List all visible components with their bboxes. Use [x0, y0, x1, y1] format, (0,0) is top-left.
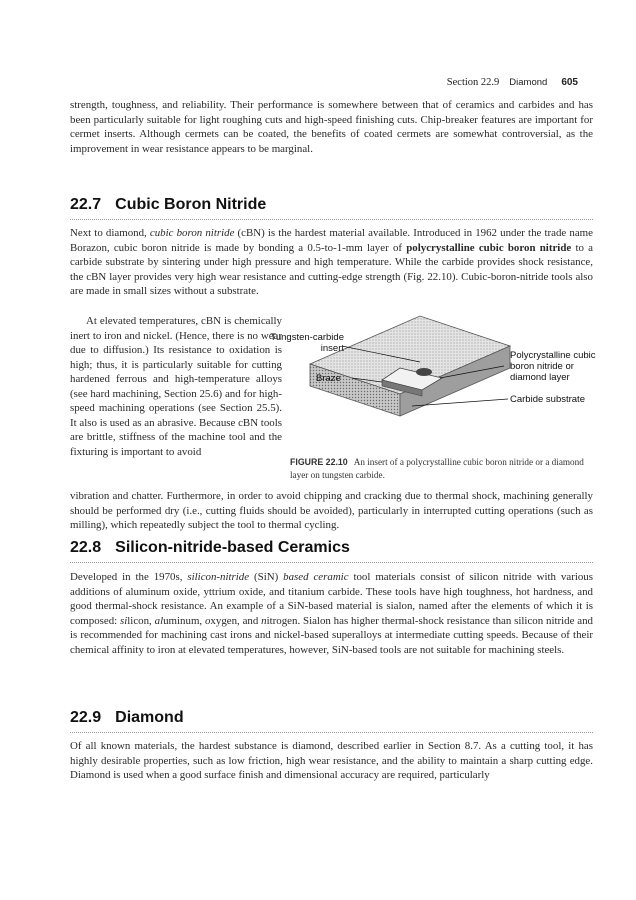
- term-silicon-nitride: silicon-nitride: [187, 571, 250, 583]
- term-cbn: cubic boron nitride: [149, 227, 235, 239]
- label-insert: Tungsten-carbide insert: [270, 332, 344, 354]
- section-number: 22.9: [70, 709, 102, 726]
- running-head: [447, 77, 578, 88]
- insert-hole: [416, 368, 432, 376]
- diamond-paragraph: Of all known materials, the hardest substance is diamond, described earlier in Section 8.7. As a cutting tool, it has highly desirable properties, such as low friction, high wear resistance, and the ability to maintain a sharp cutting edge. Diamond is used when a good surface finish and dimensional accuracy are required, particularly: [70, 740, 593, 781]
- cbn-paragraph-2-continued: vibration and chatter. Furthermore, in order to avoid chipping and cracking due to thermal shock, machining generally should be performed dry (i.e., cutting fluids should be avoided), particularly in interrupted cutting operations (such as milling), which repeatedly subject the tool to thermal cycling.: [70, 490, 593, 531]
- section-number: 22.7: [70, 196, 102, 213]
- caption-text: An insert of a polycrystalline cubic boron nitride or a diamond layer on tungsten carbide.: [290, 457, 584, 480]
- label-layer: Polycrystalline cubic boron nitride or diamond layer: [510, 350, 596, 383]
- section-number: 22.8: [70, 539, 102, 556]
- section-heading-22-9: [70, 709, 593, 733]
- label-braze: Braze: [316, 373, 341, 384]
- figure-22-10: [270, 306, 602, 436]
- section-heading-22-7: [70, 196, 593, 220]
- intro-paragraph: strength, toughness, and reliability. Their performance is somewhere between that of ceramics and carbides and has been particularly suitable for light roughing cuts and high-speed finishing cuts. Chip-breaker features are important for cermet inserts. Although cermets can be coated, the benefits of coated cermets are somewhat controversial, as the improvement in wear resistance appears to be marginal.: [70, 99, 593, 155]
- running-head-section: Section 22.9: [446, 77, 500, 88]
- cbn-paragraph-2-wrapped: At elevated temperatures, cBN is chemically inert to iron and nickel. (Hence, there is no wear due to diffusion.) Its resistance to oxidation is high; thus, it is particularly suitable for cutting hardened ferrous and high-temperature alloys (see hard machining, Section 25.6) and for high-speed machining operations (see Section 25.5). It also is used as an abrasive. Because cBN tools are brittle, stiffness of the machine tool and the fixturing is important to avoid: [70, 315, 282, 458]
- section-title: Diamond: [115, 709, 184, 726]
- figure-caption: [290, 456, 595, 481]
- running-head-title: Diamond: [509, 77, 548, 88]
- term-based-ceramic: based ceramic: [283, 571, 349, 583]
- figure-number: FIGURE 22.10: [290, 457, 348, 467]
- page-number: 605: [561, 77, 578, 88]
- section-heading-22-8: [70, 539, 593, 563]
- cbn-paragraph-1: Next to diamond, cubic boron nitride (cBN) is the hardest material available. Introduced in 1962 under the trade name Borazon, cubic boron nitride is made by bonding a 0.5-to-1-mm layer of polycrystalline cubic boron nitride to a carbide substrate by sintering under high pressure and high temperature. While the carbide provides shock resistance, the cBN layer provides very high wear resistance and cutting-edge strength (Fig. 22.10). Cubic-boron-nitride tools also are made in small sizes without a substrate.: [70, 227, 593, 297]
- label-substrate: Carbide substrate: [510, 394, 585, 405]
- term-pcbn: polycrystalline cubic boron nitride: [406, 241, 572, 254]
- section-title: Silicon-nitride-based Ceramics: [115, 539, 350, 556]
- sin-paragraph: Developed in the 1970s, silicon-nitride (SiN) based ceramic tool materials consist of silicon nitride with various additions of aluminum oxide, yttrium oxide, and titanium carbide. These tools have high toughness, hot hardness, and good thermal-shock resistance. An example of a SiN-based material is sialon, named after the elements of which it is composed: silicon, aluminum, oxygen, and nitrogen. Sialon has higher thermal-shock resistance than silicon nitride and is recommended for machining cast irons and nickel-based superalloys at intermediate cutting speeds. Because of their chemical affinity to iron at elevated temperatures, however, SiN-based tools are not suitable for machining steels.: [70, 571, 593, 656]
- term-hard-machining: hard machining: [90, 387, 159, 400]
- section-title: Cubic Boron Nitride: [115, 196, 267, 213]
